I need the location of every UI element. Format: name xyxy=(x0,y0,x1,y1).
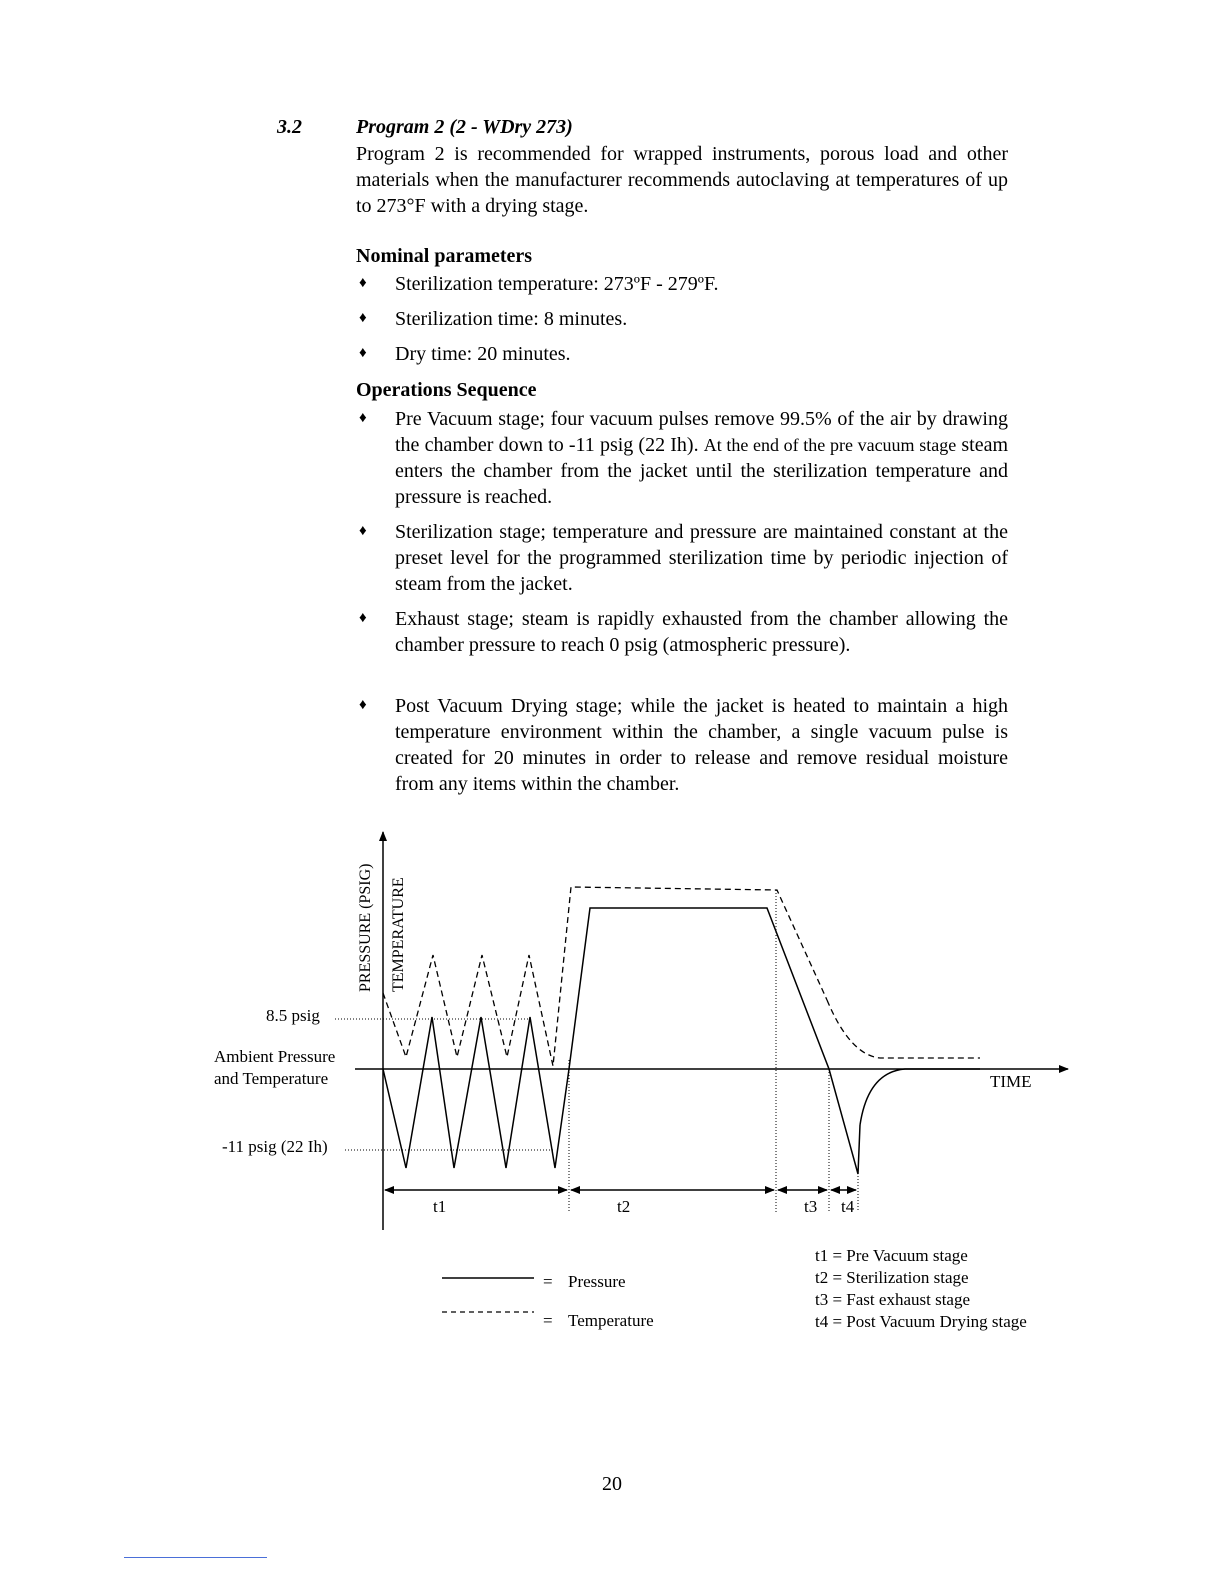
t3-label: t3 xyxy=(804,1197,818,1216)
x-axis-label: TIME xyxy=(990,1072,1032,1091)
operation-item: Sterilization stage; temperature and pressure are maintained constant at the preset level for the programmed sterilization time by periodic injection of steam from the jacket. xyxy=(395,521,1008,595)
level-high-label: 8.5 psig xyxy=(266,1006,320,1025)
operation-item: Post Vacuum Drying stage; while the jacket is heated to maintain a high temperature environment within the chamber, a single vacuum pulse is created for 20 minutes in order to release and remove residual moisture from any items within the chamber. xyxy=(395,695,1008,795)
intro-paragraph: Program 2 is recommended for wrapped instruments, porous load and other materials when the manufacturer recommends autoclaving at temperatures of up to 273°F with a drying stage. xyxy=(356,143,1008,217)
operation-item: Exhaust stage; steam is rapidly exhausted from the chamber allowing the chamber pressure to reach 0 psig (atmospheric pressure). xyxy=(395,608,1008,656)
bullet-diamond-icon: ♦ xyxy=(359,275,367,291)
temperature-curve xyxy=(383,887,827,1066)
section-number: 3.2 xyxy=(277,116,302,138)
stage-key-item: t3 = Fast exhaust stage xyxy=(815,1290,971,1309)
legend-pressure-label: Pressure xyxy=(568,1272,626,1291)
level-low-label: -11 psig (22 Ih) xyxy=(222,1137,328,1156)
section-title: Program 2 (2 - WDry 273) xyxy=(356,116,573,138)
operation-item-text: steam enters the chamber from the jacket until the sterilization temperature and pressure is reached. xyxy=(395,434,1009,508)
level-ambient-label: and Temperature xyxy=(214,1069,329,1088)
level-ambient-label: Ambient Pressure xyxy=(214,1047,336,1066)
t4-label: t4 xyxy=(841,1197,855,1216)
operation-item-text: Pre Vacuum stage; four vacuum pulses remove 99.5% of the air by drawing the chamber down to -11 psig (22 Ih). xyxy=(395,408,1008,456)
bullet-diamond-icon: ♦ xyxy=(359,310,367,326)
bullet-diamond-icon: ♦ xyxy=(359,697,367,713)
y-axis-label-temperature: TEMPERATURE xyxy=(390,877,407,992)
nominal-item: Sterilization temperature: 273ºF - 279ºF. xyxy=(395,273,719,295)
y-axis-label-pressure: PRESSURE (PSIG) xyxy=(357,863,374,992)
legend-equals: = xyxy=(543,1272,553,1291)
bullet-diamond-icon: ♦ xyxy=(359,523,367,539)
pressure-curve xyxy=(383,908,860,1174)
temperature-curve-tail xyxy=(827,1000,980,1058)
stage-key-item: t4 = Post Vacuum Drying stage xyxy=(815,1312,1027,1331)
t2-label: t2 xyxy=(617,1197,631,1216)
legend-temperature-label: Temperature xyxy=(568,1311,654,1330)
stage-key-item: t1 = Pre Vacuum stage xyxy=(815,1246,968,1265)
pressure-curve-recovery xyxy=(860,1069,980,1125)
nominal-item: Sterilization time: 8 minutes. xyxy=(395,308,628,330)
stage-key-item: t2 = Sterilization stage xyxy=(815,1268,969,1287)
nominal-item: Dry time: 20 minutes. xyxy=(395,343,571,365)
footer-rule xyxy=(124,1557,267,1558)
operations-heading: Operations Sequence xyxy=(356,379,537,401)
legend-equals: = xyxy=(543,1311,553,1330)
nominal-heading: Nominal parameters xyxy=(356,245,533,267)
bullet-diamond-icon: ♦ xyxy=(359,410,367,426)
bullet-diamond-icon: ♦ xyxy=(359,610,367,626)
bullet-diamond-icon: ♦ xyxy=(359,345,367,361)
t1-label: t1 xyxy=(433,1197,447,1216)
page-number: 20 xyxy=(602,1473,622,1495)
operation-item-small-text: At the end of the pre vacuum stage xyxy=(703,435,957,455)
